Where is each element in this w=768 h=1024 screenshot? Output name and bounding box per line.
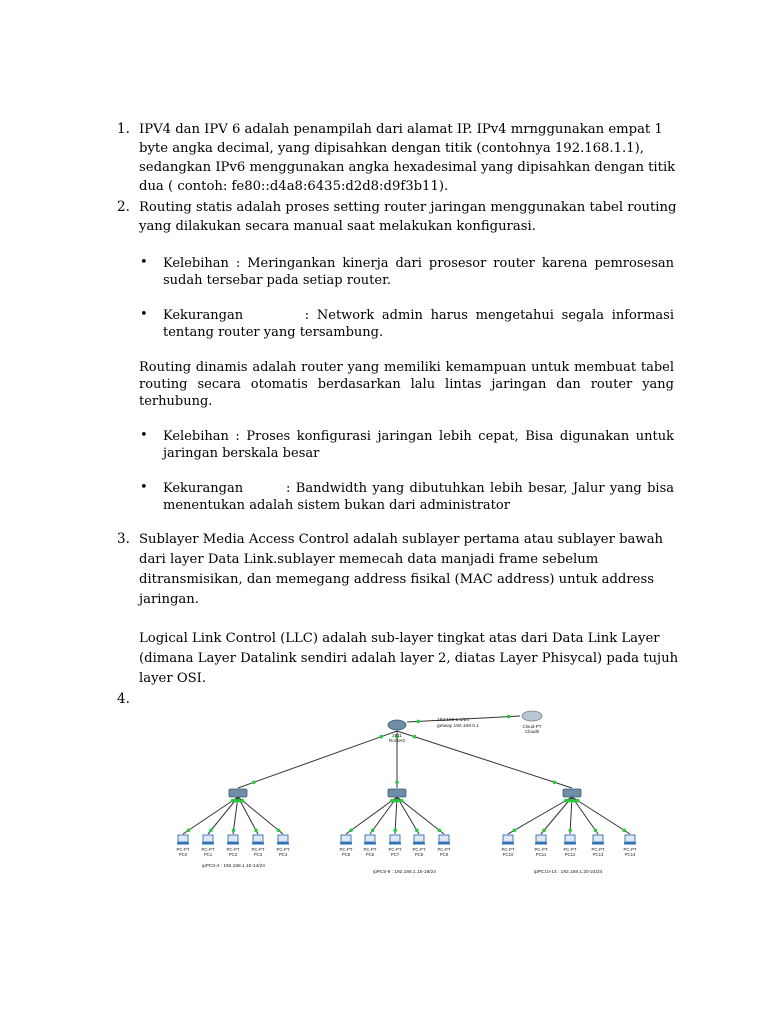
network-link xyxy=(541,797,572,834)
pc-name-label: PC5 xyxy=(341,852,351,857)
link-endpoint xyxy=(254,829,258,833)
link-endpoint xyxy=(209,829,213,833)
pc-icon xyxy=(365,835,375,842)
pc-type-label: PC-PT xyxy=(437,847,451,852)
item-1-number: 1. xyxy=(117,121,130,137)
pc-name-label: PC10 xyxy=(502,852,514,857)
pc-base xyxy=(413,843,425,845)
pc-name-label: PC11 xyxy=(535,852,547,857)
pc-name-label: PC2 xyxy=(228,852,238,857)
network-link xyxy=(397,797,419,834)
network-link xyxy=(508,797,572,834)
pc-icon xyxy=(178,835,188,842)
pc-base xyxy=(227,843,239,845)
bullet-symbol: • xyxy=(140,428,148,443)
item-2-line-2: yang dilakukan secara manual saat melakukan konfigurasi. xyxy=(139,219,536,234)
dynamic-routing-cons: Kekurangan : Bandwidth yang dibutuhkan lebih besar, Jalur yang bisa menentukan adalah sistem bukan dari administrator xyxy=(163,481,674,513)
router-ip-label: 192.168.1.1/24 xyxy=(437,718,470,723)
router-name: Router0 xyxy=(388,738,406,743)
llc-line-1: Logical Link Control (LLC) adalah sub-layer tingkat atas dari Data Link Layer xyxy=(139,631,660,646)
pc-base xyxy=(624,843,636,845)
network-topology-diagram xyxy=(140,700,725,910)
link-endpoint xyxy=(371,829,375,833)
cloud-icon xyxy=(522,711,542,721)
pc-name-label: PC7 xyxy=(390,852,400,857)
group-1-caption: ipPC0-4 : 192.168.1.10-14/24 xyxy=(202,864,265,869)
link-endpoint xyxy=(252,781,256,785)
pc-type-label: PC-PT xyxy=(534,847,548,852)
gateway-label: getway 192.168.0.1 xyxy=(437,724,479,729)
network-link xyxy=(238,797,283,834)
network-link xyxy=(397,731,572,788)
pc-type-label: PC-PT xyxy=(388,847,402,852)
pc-type-label: PC-PT xyxy=(623,847,637,852)
pc-type-label: PC-PT xyxy=(201,847,215,852)
bullet-symbol: • xyxy=(140,255,148,270)
network-link xyxy=(370,797,397,834)
pc-base xyxy=(202,843,214,845)
link-endpoint xyxy=(576,799,580,803)
link-endpoint xyxy=(241,799,245,803)
pc-name-label: PC14 xyxy=(624,852,636,857)
pc-icon xyxy=(203,835,213,842)
item-1-line-3: sedangkan IPv6 menggunakan angka hexadesimal yang dipisahkan dengan titik xyxy=(139,160,676,175)
pc-base xyxy=(389,843,401,845)
link-endpoint xyxy=(594,829,598,833)
pc-type-label: PC-PT xyxy=(339,847,353,852)
item-3-line-3: ditransmisikan, dan memegang address fisikal (MAC address) untuk address xyxy=(139,572,655,587)
pc-icon xyxy=(503,835,513,842)
pc-name-label: PC0 xyxy=(178,852,188,857)
link-endpoint xyxy=(232,829,236,833)
pc-name-label: PC6 xyxy=(365,852,375,857)
pc-name-label: PC3 xyxy=(253,852,263,857)
pc-icon xyxy=(414,835,424,842)
dynamic-routing-description: Routing dinamis adalah router yang memiliki kemampuan untuk membuat tabel routing secara otomatis berdasarkan lalu lintas jaringan dan router yang terhubung. xyxy=(139,360,674,409)
pc-icon xyxy=(341,835,351,842)
pc-base xyxy=(564,843,576,845)
network-link xyxy=(570,797,572,834)
link-endpoint xyxy=(513,829,517,833)
pc-base xyxy=(177,843,189,845)
pc-type-label: PC-PT xyxy=(276,847,290,852)
network-link xyxy=(395,797,397,834)
link-endpoint xyxy=(349,829,353,833)
pc-type-label: PC-PT xyxy=(363,847,377,852)
pc-type-label: PC-PT xyxy=(501,847,515,852)
llc-line-2: (dimana Layer Datalink sendiri adalah layer 2, diatas Layer Phisycal) pada tujuh xyxy=(139,651,679,666)
dynamic-routing-pros: Kelebihan : Proses konfigurasi jaringan lebih cepat, Bisa digunakan untuk jaringan berskala besar xyxy=(163,429,674,461)
bullet-symbol: • xyxy=(140,480,148,495)
link-endpoint xyxy=(413,735,417,739)
pc-base xyxy=(252,843,264,845)
link-endpoint xyxy=(417,720,421,724)
pc-icon xyxy=(536,835,546,842)
link-endpoint xyxy=(400,799,404,803)
link-endpoint xyxy=(277,829,281,833)
pc-name-label: PC9 xyxy=(439,852,449,857)
item-1-line-4: dua ( contoh: fe80::d4a8:6435:d2d8:d9f3b11). xyxy=(139,179,449,194)
pc-base xyxy=(535,843,547,845)
network-link xyxy=(238,731,397,788)
pc-base xyxy=(502,843,514,845)
pc-name-label: PC13 xyxy=(592,852,604,857)
pc-icon xyxy=(439,835,449,842)
item-2-line-1: Routing statis adalah proses setting router jaringan menggunakan tabel routing xyxy=(139,200,677,215)
switch-icon xyxy=(229,789,247,797)
pc-base xyxy=(438,843,450,845)
pc-icon xyxy=(565,835,575,842)
item-3-line-1: Sublayer Media Access Control adalah sublayer pertama atau sublayer bawah xyxy=(139,532,664,547)
item-2-number: 2. xyxy=(117,199,130,215)
router-label: 2911 xyxy=(392,733,402,738)
pc-type-label: PC-PT xyxy=(591,847,605,852)
link-endpoint xyxy=(395,781,399,785)
pc-type-label: PC-PT xyxy=(226,847,240,852)
pc-type-label: PC-PT xyxy=(412,847,426,852)
group-2-caption: ipPC5-9 : 192.168.1.15-19/24 xyxy=(373,870,436,875)
bullet-symbol: • xyxy=(140,307,148,322)
switch-icon xyxy=(563,789,581,797)
pc-type-label: PC-PT xyxy=(563,847,577,852)
pc-base xyxy=(364,843,376,845)
item-1-line-1: IPV4 dan IPV 6 adalah penampilah dari alamat IP. IPv4 mrnggunakan empat 1 xyxy=(139,122,663,137)
network-link xyxy=(346,797,397,834)
pc-name-label: PC12 xyxy=(564,852,576,857)
link-endpoint xyxy=(507,715,511,719)
item-3-line-4: jaringan. xyxy=(139,592,199,607)
item-3-line-2: dari layer Data Link.sublayer memecah data manjadi frame sebelum xyxy=(139,552,599,567)
item-1-line-2: byte angka decimal, yang dipisahkan dengan titik (contohnya 192.168.1.1), xyxy=(139,141,644,156)
pc-icon xyxy=(253,835,263,842)
link-endpoint xyxy=(542,829,546,833)
pc-base xyxy=(592,843,604,845)
network-link xyxy=(238,797,258,834)
link-endpoint xyxy=(622,829,626,833)
pc-icon xyxy=(625,835,635,842)
link-endpoint xyxy=(379,735,383,739)
pc-name-label: PC1 xyxy=(203,852,213,857)
pc-icon xyxy=(278,835,288,842)
pc-icon xyxy=(593,835,603,842)
item-4-number: 4. xyxy=(117,691,130,707)
llc-line-3: layer OSI. xyxy=(139,671,207,686)
cloud-name: Cloud0 xyxy=(524,729,540,734)
pc-type-label: PC-PT xyxy=(251,847,265,852)
link-endpoint xyxy=(415,829,419,833)
item-3-number: 3. xyxy=(117,531,130,547)
link-endpoint xyxy=(438,829,442,833)
pc-name-label: PC8 xyxy=(414,852,424,857)
static-routing-pros: Kelebihan : Meringankan kinerja dari prosesor router karena pemrosesan sudah tersebar pada setiap router. xyxy=(163,256,674,288)
pc-icon xyxy=(228,835,238,842)
cloud-label: Cloud-PT xyxy=(522,724,542,729)
pc-icon xyxy=(390,835,400,842)
static-routing-cons: Kekurangan : Network admin harus mengetahui segala informasi tentang router yang tersambung. xyxy=(163,308,674,340)
link-endpoint xyxy=(393,829,397,833)
network-link xyxy=(572,797,630,834)
pc-base xyxy=(340,843,352,845)
link-endpoint xyxy=(568,829,572,833)
pc-base xyxy=(277,843,289,845)
pc-name-label: PC4 xyxy=(278,852,288,857)
pc-type-label: PC-PT xyxy=(176,847,190,852)
link-endpoint xyxy=(564,799,568,803)
link-endpoint xyxy=(553,781,557,785)
link-endpoint xyxy=(187,829,191,833)
group-3-caption: ipPC10-14 : 192.168.1.20-24/24 xyxy=(534,870,603,875)
router-icon xyxy=(388,720,406,730)
switch-icon xyxy=(388,789,406,797)
network-link xyxy=(572,797,598,834)
network-link xyxy=(397,797,444,834)
network-link xyxy=(183,797,238,834)
